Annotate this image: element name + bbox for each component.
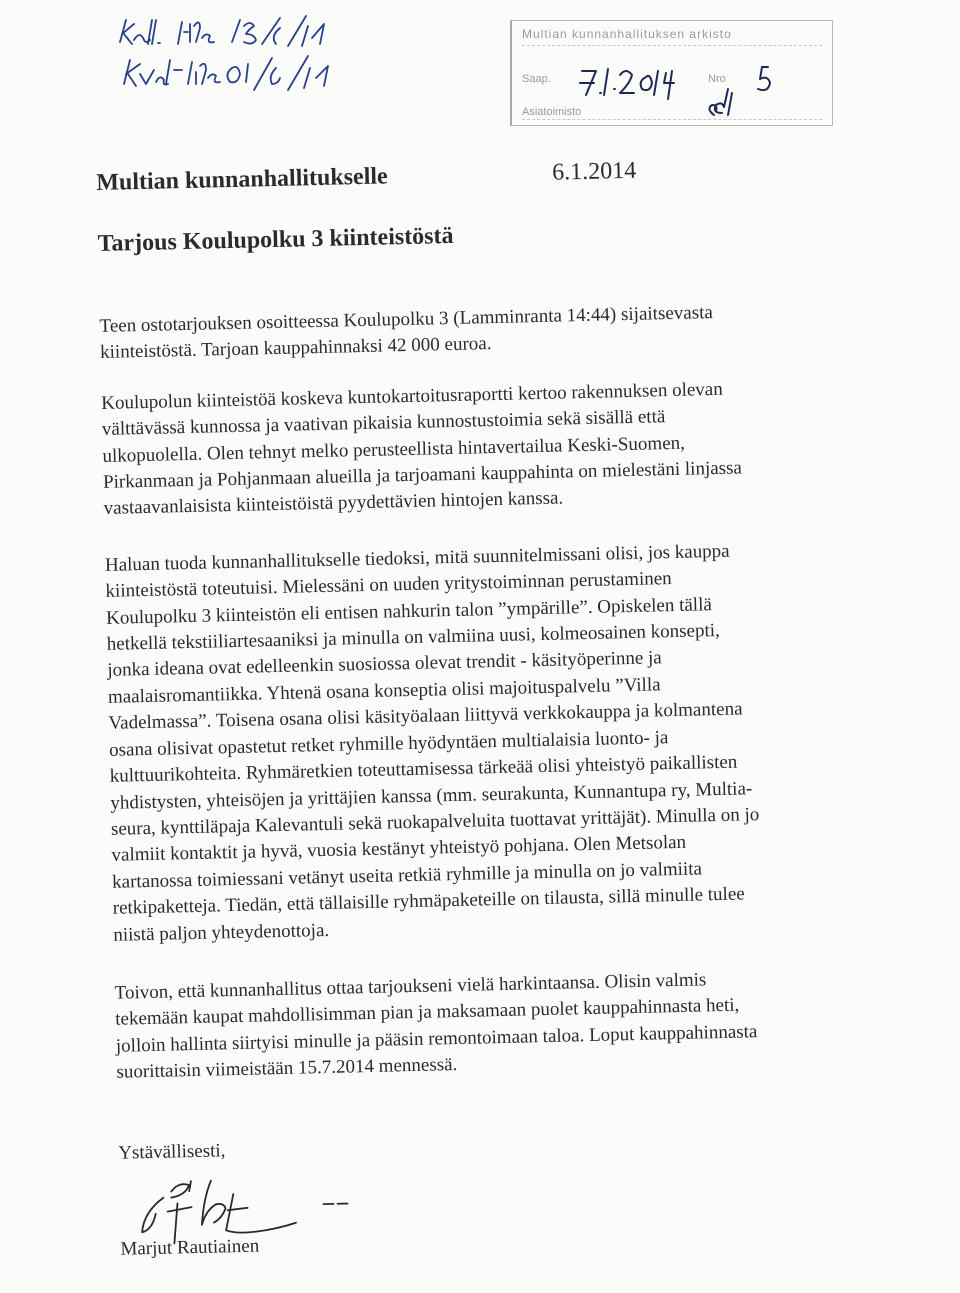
stamp-handwriting-drawing — [572, 57, 822, 121]
letter-date: 6.1.2014 — [551, 157, 637, 186]
handwritten-annotation — [112, 12, 382, 102]
receipt-stamp — [510, 20, 833, 126]
paragraph-payment-terms: Toivon, että kunnanhallitus ottaa tarjoukseni vielä harkintaansa. Olisin valmis tekemään kaupat mahdollisimman pian ja maksamaan puolet kauppahinnasta heti, jolloin hallinta siirtyisi minulle ja pääsin remontoimaan taloa. Loput kauppahinnasta suorittaisin viimeistään 15.7.2014 mennessä. — [114, 969, 758, 1083]
stamp-received-label: Saap. — [522, 73, 551, 85]
handwritten-signature — [119, 1161, 421, 1246]
signature-drawing — [119, 1161, 421, 1246]
handwritten-annotation-drawing — [112, 12, 382, 102]
letter-closing: Ystävällisesti, — [118, 1139, 226, 1164]
letter-header-row — [96, 158, 636, 197]
stamp-handwritten-entries — [572, 57, 822, 121]
paragraph-condition-report: Koulupolun kiinteistöä koskeva kuntokartoitusraportti kertoo rakennuksen olevan välttävässä kunnossa ja vaativan pikaisia kunnostustoimia sekä sisällä että ulkopuolella. Olen tehnyt melko perusteellista hintavertailua Keski-Suomen, Pirkanmaan ja Pohjanmaan alueilla ja tarjoamani kauppahinta on mielestäni linjassa vastaavanlaisista kiinteistöistä pyydettävien hintojen kanssa. — [101, 378, 743, 520]
paragraph-business-plan: Haluan tuoda kunnanhallitukselle tiedoksi, mitä suunnitelmissani olisi, jos kauppa kiinteistöstä toteutuisi. Mielessäni on uuden yritystoiminnan perustaminen Koulupolku 3 kiinteistön eli entisen nahkurin talon ”ympärille”. Opiskelen tällä hetkellä tekstiiliartesaaniksi ja minulla on valmiina uusi, kolmeosainen konsepti, jonka ideana ovat edelleenkin suosiossa olevat trendit - käsityöperinne ja maalaisromantiikka. Yhtenä osana konseptia olisi majoituspalvelu ”Villa Vadelmassa”. Toisena osana olisi käsityöalaan liittyvä verkkokauppa ja kolmantena osana olisivat opastetut retket ryhmille hyödyntäen multialaisia luonto- ja kulttuurikohteita. Ryhmäretkien toteuttamisessa tärkeää olisi yhteistyö paikallisten yhdistysten, yhteisöjen ja yrittäjien kanssa (mm. seurakunta, Kunnantupa ry, Multia- seura, kynttiläpaja Kalevantuli sekä ruokapalveluita tuottavat yrittäjät). Minulla on jo valmiit kontaktit ja hyvä, vuosia kestänyt yhteistyö pohjana. Olen Metsolan kartanossa toimiessani vetänyt useita retkiä ryhmille ja minulla on jo valmiita retkipaketteja. Tiedän, että tällaisille ryhmäpaketeille on tilausta, sillä minulle tulee niistä paljon yhteydenottoja. — [104, 540, 760, 946]
stamp-divider-top — [522, 45, 822, 46]
stamp-header: Multian kunnanhallituksen arkisto — [522, 27, 732, 41]
paragraph-offer: Teen ostotarjouksen osoitteessa Koulupolku 3 (Lamminranta 14:44) sijaitsevasta kiinteistöstä. Tarjoan kauppahinnaksi 42 000 euroa. — [99, 302, 714, 364]
letter-subject: Tarjous Koulupolku 3 kiinteistöstä — [97, 222, 454, 257]
letter-signer-name: Marjut Rautiainen — [120, 1235, 260, 1260]
letter-body — [96, 152, 931, 1261]
stamp-subject-label: Asiatoimisto — [522, 106, 582, 118]
stamp-number-label: Nro — [708, 73, 726, 85]
letter-recipient: Multian kunnanhallitukselle — [96, 163, 388, 196]
